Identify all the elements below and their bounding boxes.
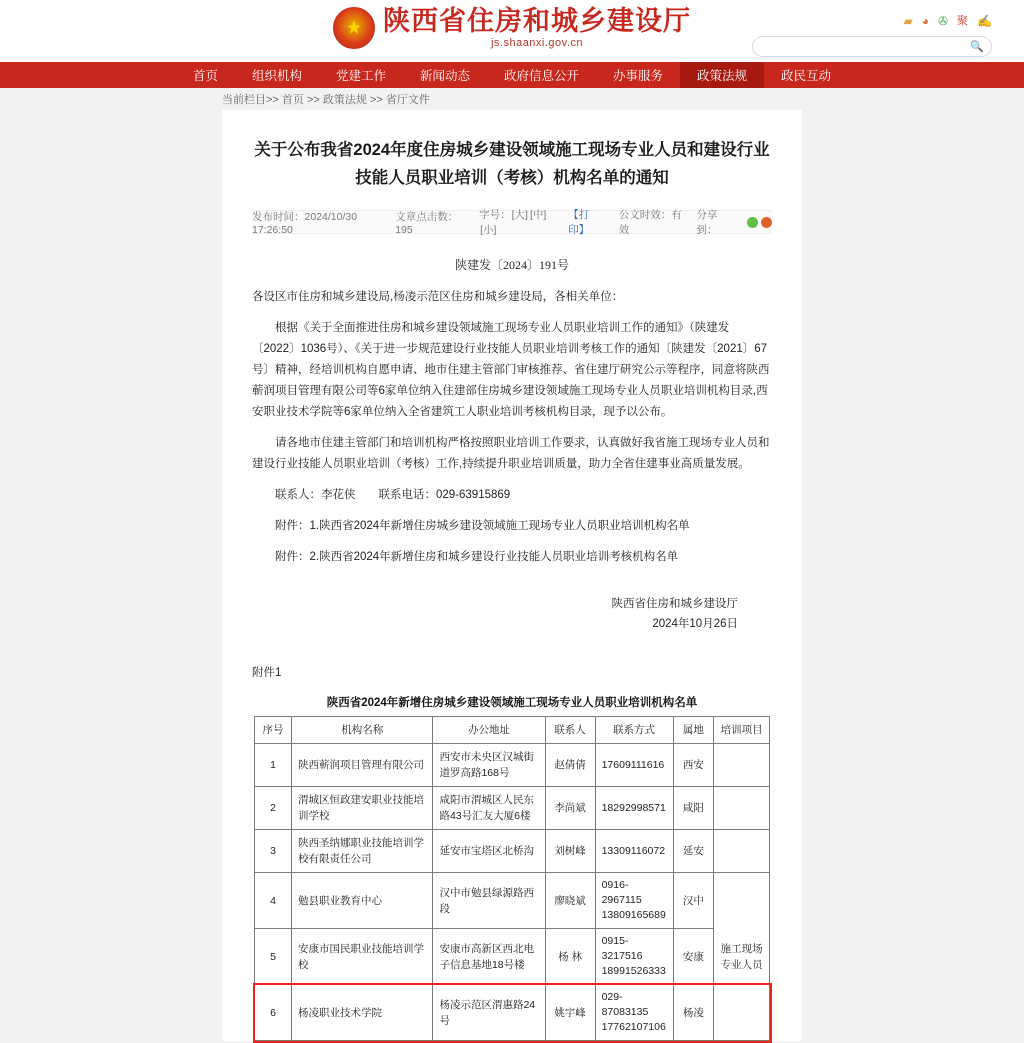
site-title: 陕西省住房和城乡建设厅 [383,6,691,36]
cell-address: 延安市宝塔区北桥沟 [433,830,545,873]
table-row [255,873,770,929]
article-paragraph-5: 附件：2.陕西省2024年新增住房和城乡建设行业技能人员职业培训考核机构名单 [275,551,679,563]
cell-address: 杨凌示范区渭惠路24号 [433,985,545,1041]
cell-no: 4 [255,873,292,929]
view-count: 文章点击数：195 [395,210,459,236]
th-no: 序号 [255,717,292,744]
header-right [752,12,992,57]
cell-phone: 17609111616 [595,744,673,787]
cell-name: 渭城区恒政建安职业技能培训学校 [292,787,433,830]
main-nav [0,62,1024,88]
font-size-controls [479,207,554,237]
cell-name: 勉县职业教育中心 [292,873,433,929]
wechat-share-icon[interactable] [747,217,758,228]
cell-region: 延安 [673,830,714,873]
cell-phone: 029-87083135 17762107106 [595,985,673,1041]
cell-person: 姚宇峰 [545,985,595,1041]
hand-icon[interactable]: ✍ [977,14,992,28]
breadcrumb-items [266,91,430,107]
history-icon[interactable]: ◕ [921,14,929,28]
chat-icon[interactable]: ✇ [937,14,949,28]
cell-name: 陕西圣纳娜职业技能培训学校有限责任公司 [292,830,433,873]
cell-phone: 0915-3217516 18991526333 [595,929,673,985]
table-row [255,830,770,873]
nav-item-0[interactable]: 首页 [192,69,218,83]
cell-no: 3 [255,830,292,873]
article-paragraph-3: 联系人：李花侠 联系电话：029-63915869 [275,489,511,501]
article-paragraph-0: 各设区市住房和城乡建设局,杨凌示范区住房和城乡建设局，各相关单位： [252,291,624,303]
nav-item-4[interactable]: 政府信息公开 [504,69,580,83]
cell-phone: 18292998571 [595,787,673,830]
document-number: 陕建发〔2024〕191号 [454,258,569,272]
national-emblem-icon [333,7,375,49]
th-project: 培训项目 [714,717,770,744]
site-logo[interactable] [333,6,691,49]
cell-no: 5 [255,929,292,985]
th-address: 办公地址 [433,717,545,744]
share-buttons [747,217,772,228]
article-paragraph-1: 根据《关于全面推进住房和城乡建设领域施工现场专业人员职业培训工作的通知》（陕建发〔2022〕1036号）、《关于进一步规范建设行业技能人员职业培训考核工作的通知〔陕建发〔2021〕67号〕精神，经培训机构自愿申请、地市住建主管部门审核推荐、省住建厅研究公示等程序，同意将陕西蕲润项目管理有限公司等6家单位纳入住建部住房城乡建设领域施工现场专业人员职业培训机构目录,西安职业技术学院等6家单位纳入全省建筑工人职业培训考核机构目录，现予以公布。 [252,322,770,418]
institution-table [254,716,770,1041]
cell-phone: 0916-2967115 13809165689 [595,873,673,929]
cell-person: 廖晓斌 [545,873,595,929]
table-row [255,787,770,830]
signature-block [252,594,772,634]
search-input[interactable] [760,40,970,54]
th-name: 机构名称 [292,717,433,744]
cell-phone: 13309116072 [595,830,673,873]
cell-address: 西安市未央区汉城街道罗高路168号 [433,744,545,787]
cell-no: 2 [255,787,292,830]
nav-item-1[interactable]: 组织机构 [251,69,302,83]
nav-item-6[interactable]: 政策法规 [680,62,764,88]
cell-name: 安康市国民职业技能培训学校 [292,929,433,985]
breadcrumb [0,88,1024,110]
font-small-link[interactable]: [小] [480,224,497,236]
cell-name: 陕西蕲润项目管理有限公司 [292,744,433,787]
main-nav-items [176,62,848,88]
breadcrumb-sep-1: >> [303,94,323,106]
publish-time: 发布时间：2024/10/30 17:26:50 [252,210,358,236]
breadcrumb-sep-2: >> [366,94,386,106]
site-header [0,0,1024,62]
article-sheet [222,110,802,1041]
weibo-share-icon[interactable] [761,217,772,228]
article-paragraph-4: 附件：1.陕西省2024年新增住房城乡建设领域施工现场专业人员职业培训机构名单 [275,520,690,532]
article-meta [252,210,772,234]
cell-region: 汉中 [673,873,714,929]
share-label: 分享到： [696,209,718,236]
cell-no: 6 [255,985,292,1041]
cell-project [714,744,770,787]
nav-item-5[interactable]: 办事服务 [613,69,664,83]
site-domain: js.shaanxi.gov.cn [490,37,584,49]
table-row [255,985,770,1041]
breadcrumb-item-1[interactable]: 政策法规 [322,94,367,106]
breadcrumb-sep-0: >> [266,94,282,106]
th-region: 属地 [673,717,714,744]
signature-date: 2024年10月26日 [652,618,738,630]
cell-person: 杨 林 [545,929,595,985]
cell-person: 赵倩倩 [545,744,595,787]
cell-address: 汉中市勉县绿源路西段 [433,873,545,929]
attachment-label: 附件1 [252,667,282,679]
search-bar[interactable] [752,36,992,57]
table-header-row [255,717,770,744]
cell-region: 咸阳 [673,787,714,830]
print-button[interactable]: 【打印】 [568,209,590,236]
validity-label: 公文时效：有效 [618,209,682,236]
cell-project: 施工现场专业人员 [714,873,770,1041]
table-row [255,929,770,985]
group-icon[interactable]: 聚 [957,14,969,27]
cell-project [714,830,770,873]
cell-name: 杨凌职业技术学院 [292,985,433,1041]
cell-person: 李尚斌 [545,787,595,830]
search-icon[interactable]: 🔍 [970,41,984,53]
signature-org: 陕西省住房和城乡建设厅 [611,598,738,610]
cell-no: 1 [255,744,292,787]
font-medium-link[interactable]: [中] [529,209,547,221]
nav-item-3[interactable]: 新闻动态 [419,69,470,83]
cell-project [714,787,770,830]
nav-item-2[interactable]: 党建工作 [335,69,386,83]
mini-icon-row [752,12,992,30]
cell-region: 安康 [673,929,714,985]
folder-icon[interactable]: ▰ [903,14,913,28]
article-body [252,287,772,568]
font-large-link[interactable]: [大] [511,209,528,221]
breadcrumb-item-2[interactable]: 省厅文件 [385,94,430,106]
article-paragraph-2: 请各地市住建主管部门和培训机构严格按照职业培训工作要求，认真做好我省施工现场专业人员和建设行业技能人员职业培训（考核）工作,持续提升职业培训质量，助力全省住建事业高质量发展。 [252,437,770,470]
breadcrumb-item-0[interactable]: 首页 [281,94,304,106]
nav-item-7[interactable]: 政民互动 [781,69,832,83]
th-phone: 联系方式 [595,717,673,744]
page-title: 关于公布我省2024年度住房城乡建设领域施工现场专业人员和建设行业技能人员职业培训（考核）机构名单的通知 [254,141,770,187]
cell-address: 安康市高新区西北电子信息基地18号楼 [433,929,545,985]
breadcrumb-prefix: 当前栏目 [222,94,266,106]
cell-person: 刘树峰 [545,830,595,873]
cell-address: 咸阳市渭城区人民东路43号汇友大厦6楼 [433,787,545,830]
cell-region: 西安 [673,744,714,787]
cell-region: 杨凌 [673,985,714,1041]
th-person: 联系人 [545,717,595,744]
font-size-label: 字号： [479,209,511,221]
table-row [255,744,770,787]
table-caption: 陕西省2024年新增住房城乡建设领域施工现场专业人员职业培训机构名单 [326,697,698,709]
